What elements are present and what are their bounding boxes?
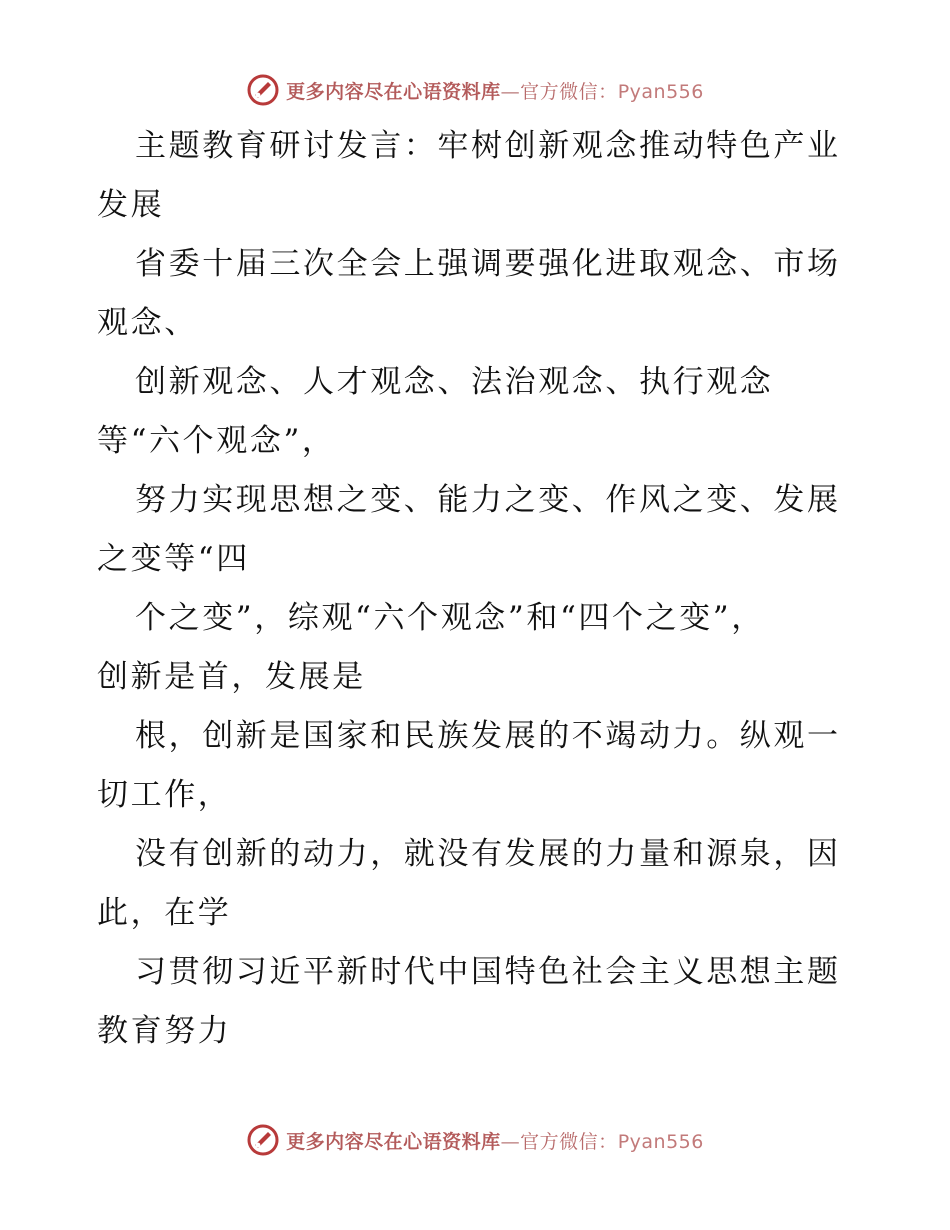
text-line: 努力实现思想之变、能力之变、作风之变、发展 bbox=[135, 482, 841, 518]
watermark-id: Pyan556 bbox=[617, 80, 704, 103]
text-line: 观念、 bbox=[97, 305, 198, 341]
watermark-label: 官方微信： bbox=[520, 80, 618, 103]
text-line: 省委十届三次全会上强调要强化进取观念、市场 bbox=[135, 246, 841, 282]
logo-icon bbox=[246, 1123, 280, 1157]
text-line: 根，创新是国家和民族发展的不竭动力。纵观一 bbox=[135, 718, 841, 754]
text-line: 此，在学 bbox=[97, 895, 232, 931]
text-line: 个之变”，综观“六个观念”和“四个之变”， bbox=[135, 600, 765, 636]
text-line: 创新观念、人才观念、法治观念、执行观念 bbox=[135, 364, 774, 400]
watermark-text bbox=[286, 77, 704, 104]
watermark-main: 更多内容尽在心语资料库 bbox=[286, 1130, 501, 1153]
document-body bbox=[97, 117, 857, 1061]
watermark-separator: — bbox=[500, 80, 521, 103]
text-line: 习贯彻习近平新时代中国特色社会主义思想主题 bbox=[135, 954, 841, 990]
header-watermark bbox=[0, 70, 950, 110]
watermark-label: 官方微信： bbox=[520, 1130, 618, 1153]
watermark-separator: — bbox=[500, 1130, 521, 1153]
text-line: 教育努力 bbox=[97, 1013, 232, 1049]
text-line: 发展 bbox=[97, 187, 165, 223]
text-line: 没有创新的动力，就没有发展的力量和源泉，因 bbox=[135, 836, 841, 872]
text-line: 主题教育研讨发言：牢树创新观念推动特色产业 bbox=[135, 128, 841, 164]
text-line: 切工作， bbox=[97, 777, 232, 813]
watermark-main: 更多内容尽在心语资料库 bbox=[286, 80, 501, 103]
text-line: 之变等“四 bbox=[97, 541, 250, 577]
text-line: 创新是首，发展是 bbox=[97, 659, 366, 695]
text-line: 等“六个观念”， bbox=[97, 423, 336, 459]
footer-watermark bbox=[0, 1120, 950, 1160]
watermark-text bbox=[286, 1127, 704, 1154]
watermark-id: Pyan556 bbox=[617, 1130, 704, 1153]
logo-icon bbox=[246, 73, 280, 107]
